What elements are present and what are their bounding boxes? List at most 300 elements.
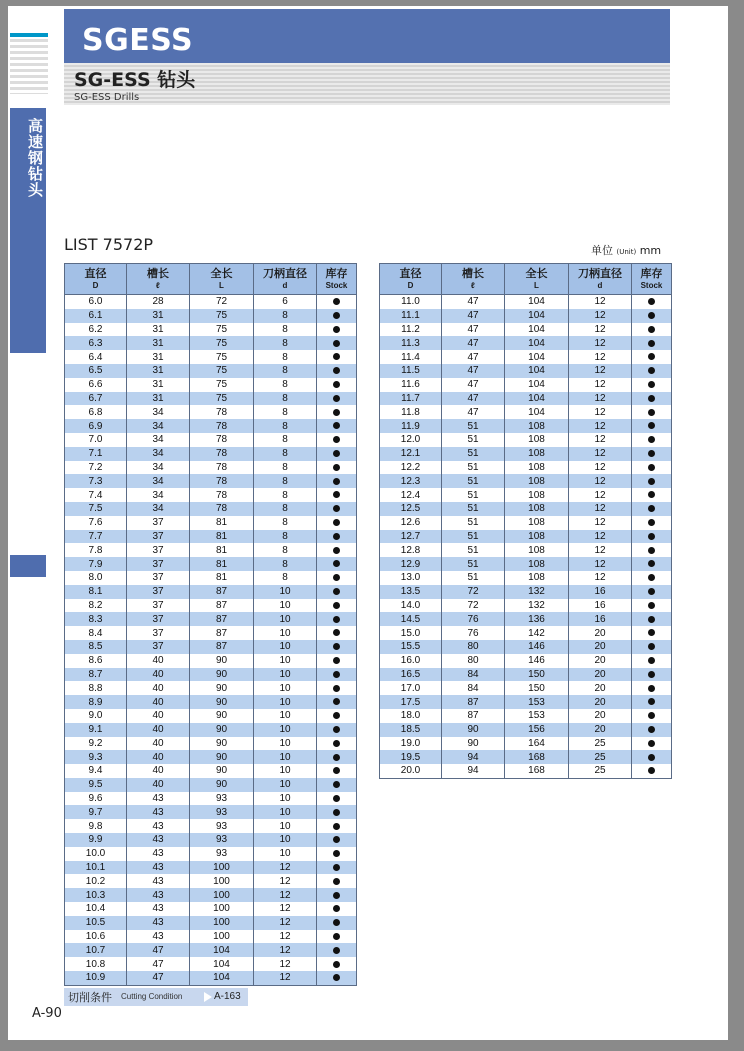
in-stock-dot-icon (333, 367, 340, 374)
stock-cell (317, 930, 357, 944)
in-stock-dot-icon (333, 823, 340, 830)
table-cell: 10 (254, 847, 317, 861)
table-cell: 51 (442, 557, 505, 571)
table-cell: 9.3 (65, 750, 127, 764)
in-stock-dot-icon (648, 560, 655, 567)
table-cell: 8 (254, 405, 317, 419)
table-cell: 40 (127, 695, 190, 709)
table-cell: 12 (569, 433, 632, 447)
table-cell: 108 (505, 461, 569, 475)
stock-cell (317, 419, 357, 433)
in-stock-dot-icon (333, 961, 340, 968)
table-cell: 40 (127, 668, 190, 682)
in-stock-dot-icon (333, 298, 340, 305)
in-stock-dot-icon (333, 312, 340, 319)
table-cell: 104 (190, 943, 254, 957)
stock-cell (317, 336, 357, 350)
stock-cell (317, 888, 357, 902)
table-row (380, 295, 672, 309)
in-stock-dot-icon (333, 491, 340, 498)
table-cell: 80 (442, 654, 505, 668)
unit-en: (Unit) (616, 248, 637, 256)
table-cell: 104 (505, 309, 569, 323)
in-stock-dot-icon (648, 767, 655, 774)
table-cell: 9.5 (65, 778, 127, 792)
column-header-cn: 槽长 (462, 267, 484, 280)
table-cell: 8 (254, 392, 317, 406)
in-stock-dot-icon (333, 533, 340, 540)
stock-cell (632, 557, 672, 571)
table-row (65, 805, 357, 819)
column-header-cn: 库存 (640, 267, 663, 280)
table-cell: 16 (569, 612, 632, 626)
table-cell: 12.3 (380, 474, 442, 488)
table-cell: 8 (254, 461, 317, 475)
table-cell: 31 (127, 323, 190, 337)
table-cell: 47 (442, 392, 505, 406)
table-cell: 10 (254, 654, 317, 668)
stock-cell (317, 750, 357, 764)
table-cell: 8.7 (65, 668, 127, 682)
table-cell: 104 (505, 350, 569, 364)
table-cell: 90 (190, 723, 254, 737)
table-cell: 6.3 (65, 336, 127, 350)
table-cell: 12.4 (380, 488, 442, 502)
table-cell: 34 (127, 461, 190, 475)
table-cell: 37 (127, 571, 190, 585)
stock-cell (632, 392, 672, 406)
table-cell: 6.8 (65, 405, 127, 419)
table-cell: 84 (442, 668, 505, 682)
table-cell: 20 (569, 640, 632, 654)
stock-cell (317, 461, 357, 475)
table-row (65, 640, 357, 654)
in-stock-dot-icon (648, 436, 655, 443)
column-header-cn: 全长 (210, 267, 233, 280)
column-header-cn: 刀柄直径 (263, 267, 307, 280)
table-cell: 84 (442, 681, 505, 695)
table-row (380, 392, 672, 406)
in-stock-dot-icon (648, 533, 655, 540)
table-cell: 90 (190, 695, 254, 709)
list-number: LIST 7572P (64, 235, 154, 254)
stock-cell (632, 585, 672, 599)
table-cell: 43 (127, 916, 190, 930)
table-cell: 12 (254, 861, 317, 875)
table-cell: 7.4 (65, 488, 127, 502)
table-cell: 12 (569, 543, 632, 557)
table-cell: 12 (569, 516, 632, 530)
table-cell: 6.5 (65, 364, 127, 378)
in-stock-dot-icon (333, 478, 340, 485)
in-stock-dot-icon (333, 519, 340, 526)
column-header-en: Stock (640, 281, 663, 290)
table-cell: 43 (127, 874, 190, 888)
table-cell: 142 (505, 626, 569, 640)
table-cell: 25 (569, 750, 632, 764)
stock-cell (632, 295, 672, 309)
table-cell: 16.0 (380, 654, 442, 668)
table-row (380, 668, 672, 682)
table-cell: 12 (569, 447, 632, 461)
table-cell: 34 (127, 502, 190, 516)
in-stock-dot-icon (648, 740, 655, 747)
stock-cell (317, 681, 357, 695)
column-header-en: D (407, 281, 414, 290)
in-stock-dot-icon (333, 450, 340, 457)
table-cell: 11.2 (380, 323, 442, 337)
stock-cell (317, 599, 357, 613)
column-header-en: ℓ (156, 281, 160, 290)
table-cell: 156 (505, 723, 569, 737)
table-cell: 40 (127, 723, 190, 737)
column-header (190, 264, 254, 295)
in-stock-dot-icon (648, 464, 655, 471)
table-cell: 72 (190, 295, 254, 309)
page-subtitle: SG-ESS Drills (74, 92, 140, 103)
table-cell: 47 (442, 295, 505, 309)
table-row (65, 571, 357, 585)
table-cell: 8 (254, 323, 317, 337)
table-cell: 12.0 (380, 433, 442, 447)
table-cell: 37 (127, 585, 190, 599)
table-cell: 34 (127, 474, 190, 488)
column-header-cn: 全长 (525, 267, 548, 280)
in-stock-dot-icon (333, 422, 340, 429)
table-cell: 10.7 (65, 943, 127, 957)
table-row (380, 737, 672, 751)
table-cell: 153 (505, 695, 569, 709)
in-stock-dot-icon (333, 629, 340, 636)
table-row (380, 350, 672, 364)
table-cell: 34 (127, 405, 190, 419)
cutting-condition-link[interactable] (64, 988, 248, 1006)
table-cell: 34 (127, 488, 190, 502)
table-cell: 100 (190, 916, 254, 930)
table-cell: 90 (190, 709, 254, 723)
table-cell: 90 (190, 778, 254, 792)
stock-cell (317, 723, 357, 737)
table-cell: 6 (254, 295, 317, 309)
table-cell: 81 (190, 530, 254, 544)
table-cell: 6.9 (65, 419, 127, 433)
table-cell: 9.7 (65, 805, 127, 819)
table-cell: 108 (505, 474, 569, 488)
table-cell: 10.5 (65, 916, 127, 930)
category-title: 高速钢钻头 (26, 118, 44, 198)
table-row (65, 626, 357, 640)
table-row (65, 819, 357, 833)
table-cell: 10 (254, 737, 317, 751)
in-stock-dot-icon (333, 326, 340, 333)
table-cell: 12.5 (380, 502, 442, 516)
in-stock-dot-icon (333, 671, 340, 678)
in-stock-dot-icon (648, 698, 655, 705)
in-stock-dot-icon (333, 602, 340, 609)
table-cell: 8 (254, 474, 317, 488)
stock-cell (632, 502, 672, 516)
table-cell: 51 (442, 474, 505, 488)
table-cell: 8 (254, 364, 317, 378)
table-cell: 104 (190, 957, 254, 971)
table-cell: 20 (569, 626, 632, 640)
table-row (380, 378, 672, 392)
column-header-cn: 槽长 (147, 267, 169, 280)
stock-cell (317, 971, 357, 985)
column-header-en: d (282, 281, 288, 290)
stock-cell (632, 405, 672, 419)
table-cell: 10.9 (65, 971, 127, 985)
table-cell: 108 (505, 571, 569, 585)
table-cell: 34 (127, 433, 190, 447)
table-cell: 10 (254, 792, 317, 806)
stock-cell (317, 626, 357, 640)
table-cell: 43 (127, 861, 190, 875)
in-stock-dot-icon (333, 685, 340, 692)
table-cell: 43 (127, 819, 190, 833)
stock-cell (317, 957, 357, 971)
column-header (380, 264, 442, 295)
table-cell: 7.2 (65, 461, 127, 475)
page-title: SG-ESS 钻头 (74, 69, 196, 91)
in-stock-dot-icon (648, 754, 655, 761)
table-cell: 12.2 (380, 461, 442, 475)
in-stock-dot-icon (333, 436, 340, 443)
in-stock-dot-icon (648, 395, 655, 402)
table-row (65, 557, 357, 571)
table-cell: 9.1 (65, 723, 127, 737)
table-cell: 10 (254, 695, 317, 709)
table-cell: 7.9 (65, 557, 127, 571)
table-cell: 93 (190, 847, 254, 861)
table-row (65, 737, 357, 751)
table-cell: 93 (190, 792, 254, 806)
table-row (380, 364, 672, 378)
in-stock-dot-icon (333, 560, 340, 567)
table-cell: 8.9 (65, 695, 127, 709)
table-cell: 10 (254, 833, 317, 847)
stock-cell (317, 364, 357, 378)
stock-cell (317, 392, 357, 406)
table-cell: 8 (254, 571, 317, 585)
table-cell: 104 (505, 336, 569, 350)
table-cell: 12 (254, 916, 317, 930)
table-row (65, 750, 357, 764)
in-stock-dot-icon (648, 519, 655, 526)
table-cell: 43 (127, 888, 190, 902)
in-stock-dot-icon (333, 381, 340, 388)
table-cell: 11.9 (380, 419, 442, 433)
table-cell: 75 (190, 336, 254, 350)
table-cell: 10.2 (65, 874, 127, 888)
table-row (65, 516, 357, 530)
table-cell: 37 (127, 599, 190, 613)
table-cell: 12 (254, 930, 317, 944)
table-row (65, 681, 357, 695)
table-cell: 9.8 (65, 819, 127, 833)
table-cell: 9.2 (65, 737, 127, 751)
stock-cell (317, 295, 357, 309)
stock-cell (632, 461, 672, 475)
table-cell: 78 (190, 488, 254, 502)
table-cell: 40 (127, 681, 190, 695)
table-row (380, 543, 672, 557)
table-cell: 11.5 (380, 364, 442, 378)
table-cell: 20 (569, 681, 632, 695)
table-cell: 10 (254, 764, 317, 778)
table-cell: 10 (254, 778, 317, 792)
table-cell: 108 (505, 488, 569, 502)
table-row (380, 309, 672, 323)
table-cell: 17.0 (380, 681, 442, 695)
table-cell: 11.4 (380, 350, 442, 364)
table-cell: 12 (569, 378, 632, 392)
in-stock-dot-icon (333, 505, 340, 512)
stock-cell (317, 543, 357, 557)
column-header (65, 264, 127, 295)
table-row (65, 916, 357, 930)
table-row (380, 626, 672, 640)
unit-label (591, 242, 661, 258)
table-row (380, 681, 672, 695)
table-cell: 72 (442, 585, 505, 599)
table-cell: 18.0 (380, 709, 442, 723)
stock-cell (317, 819, 357, 833)
table-row (65, 392, 357, 406)
in-stock-dot-icon (648, 726, 655, 733)
stock-cell (317, 309, 357, 323)
in-stock-dot-icon (333, 726, 340, 733)
stock-cell (317, 833, 357, 847)
stock-cell (317, 916, 357, 930)
table-cell: 90 (442, 723, 505, 737)
stock-cell (317, 695, 357, 709)
table-cell: 12.8 (380, 543, 442, 557)
table-cell: 100 (190, 902, 254, 916)
table-cell: 12 (254, 874, 317, 888)
table-cell: 8 (254, 309, 317, 323)
table-cell: 104 (505, 405, 569, 419)
table-cell: 150 (505, 668, 569, 682)
table-cell: 146 (505, 654, 569, 668)
table-cell: 132 (505, 599, 569, 613)
table-cell: 11.6 (380, 378, 442, 392)
table-cell: 10.6 (65, 930, 127, 944)
table-cell: 10 (254, 681, 317, 695)
brand-name: SGESS (82, 23, 194, 58)
table-cell: 108 (505, 419, 569, 433)
table-cell: 12 (569, 474, 632, 488)
stock-cell (632, 709, 672, 723)
spec-table-right (379, 263, 672, 779)
stock-cell (317, 530, 357, 544)
table-cell: 104 (505, 378, 569, 392)
table-cell: 10 (254, 709, 317, 723)
spec-table-left (64, 263, 357, 986)
table-cell: 93 (190, 819, 254, 833)
table-cell: 13.0 (380, 571, 442, 585)
table-cell: 11.3 (380, 336, 442, 350)
table-cell: 75 (190, 378, 254, 392)
table-cell: 9.6 (65, 792, 127, 806)
stock-cell (317, 778, 357, 792)
table-cell: 20 (569, 654, 632, 668)
column-header (317, 264, 357, 295)
table-cell: 8 (254, 350, 317, 364)
stock-cell (317, 654, 357, 668)
table-cell: 168 (505, 750, 569, 764)
table-row (380, 405, 672, 419)
table-cell: 12 (254, 902, 317, 916)
stock-cell (632, 488, 672, 502)
in-stock-dot-icon (333, 643, 340, 650)
stock-cell (317, 943, 357, 957)
stock-cell (317, 764, 357, 778)
table-row (65, 778, 357, 792)
table-cell: 47 (442, 323, 505, 337)
table-cell: 51 (442, 530, 505, 544)
table-row (65, 612, 357, 626)
in-stock-dot-icon (648, 547, 655, 554)
table-cell: 90 (190, 681, 254, 695)
table-row (380, 474, 672, 488)
stock-cell (632, 516, 672, 530)
table-cell: 47 (442, 364, 505, 378)
table-cell: 10.8 (65, 957, 127, 971)
table-cell: 12 (569, 364, 632, 378)
table-cell: 12.9 (380, 557, 442, 571)
stock-cell (632, 309, 672, 323)
table-row (380, 640, 672, 654)
table-cell: 14.5 (380, 612, 442, 626)
column-header (127, 264, 190, 295)
table-cell: 78 (190, 502, 254, 516)
stock-cell (317, 557, 357, 571)
table-cell: 94 (442, 750, 505, 764)
in-stock-dot-icon (333, 712, 340, 719)
table-cell: 12 (569, 336, 632, 350)
table-cell: 10 (254, 612, 317, 626)
table-cell: 18.5 (380, 723, 442, 737)
in-stock-dot-icon (648, 685, 655, 692)
table-cell: 10.1 (65, 861, 127, 875)
stock-cell (632, 447, 672, 461)
stock-cell (317, 612, 357, 626)
stock-cell (317, 571, 357, 585)
column-header-en: D (92, 281, 99, 290)
table-cell: 100 (190, 888, 254, 902)
stock-cell (317, 668, 357, 682)
table-cell: 10.4 (65, 902, 127, 916)
table-cell: 8.6 (65, 654, 127, 668)
accent-stripe (10, 33, 48, 37)
table-cell: 6.7 (65, 392, 127, 406)
in-stock-dot-icon (648, 574, 655, 581)
in-stock-dot-icon (648, 353, 655, 360)
table-cell: 12 (569, 461, 632, 475)
table-cell: 6.1 (65, 309, 127, 323)
table-cell: 8.2 (65, 599, 127, 613)
table-row (65, 654, 357, 668)
table-cell: 40 (127, 764, 190, 778)
table-cell: 90 (190, 750, 254, 764)
table-cell: 37 (127, 612, 190, 626)
in-stock-dot-icon (648, 712, 655, 719)
table-cell: 43 (127, 833, 190, 847)
column-header-en: Stock (325, 281, 348, 290)
stock-cell (632, 612, 672, 626)
table-cell: 10 (254, 640, 317, 654)
